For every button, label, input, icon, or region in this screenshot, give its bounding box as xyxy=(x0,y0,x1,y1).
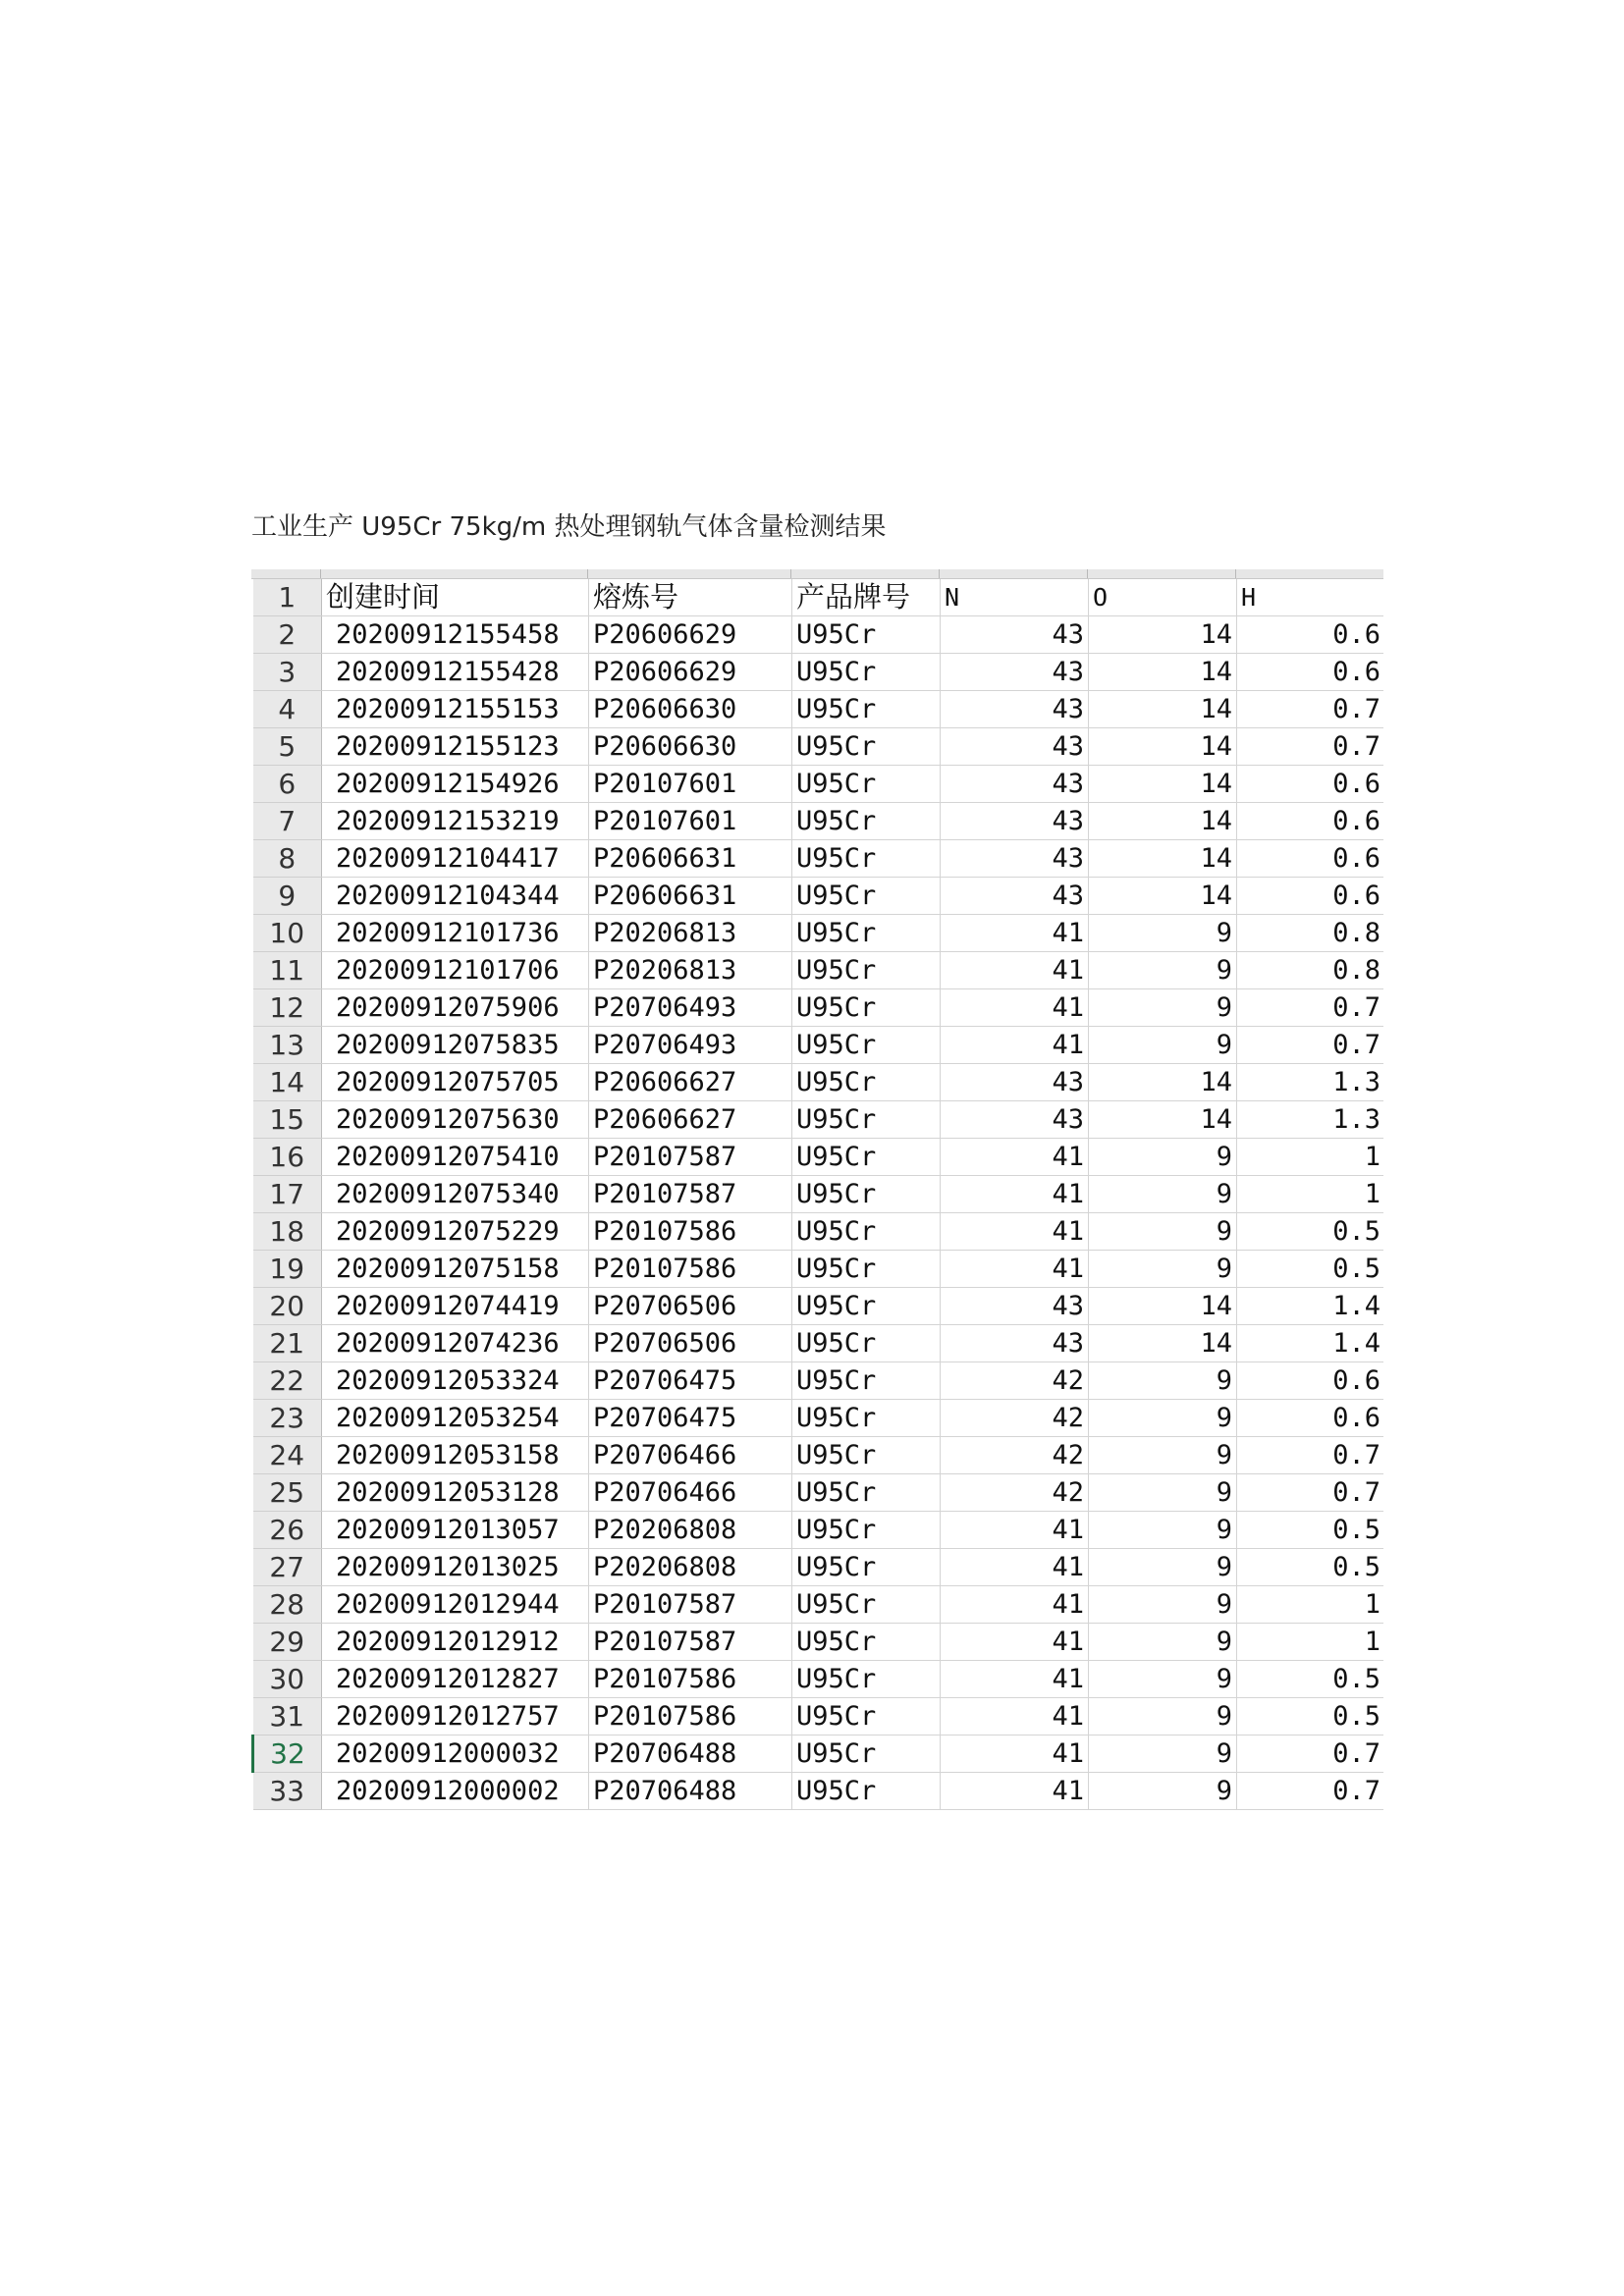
table-row xyxy=(253,1251,1385,1288)
table-row xyxy=(253,878,1385,915)
cell-n[interactable]: 43 xyxy=(941,766,1089,803)
cell-h[interactable]: 0.6 xyxy=(1237,840,1385,878)
row-number[interactable]: 8 xyxy=(253,840,322,878)
cell-n[interactable]: 41 xyxy=(941,952,1089,989)
cell-h[interactable]: 0.7 xyxy=(1237,1437,1385,1474)
cell-h[interactable]: 0.7 xyxy=(1237,1773,1385,1810)
cell-o[interactable]: 9 xyxy=(1089,1437,1237,1474)
cell-created-time[interactable]: 20200912101736 xyxy=(322,915,589,952)
cell-n[interactable]: 41 xyxy=(941,1139,1089,1176)
cell-product-grade[interactable]: U95Cr xyxy=(792,1624,941,1661)
cell-product-grade[interactable]: U95Cr xyxy=(792,1512,941,1549)
cell-created-time[interactable]: 20200912000002 xyxy=(322,1773,589,1810)
cell-created-time[interactable]: 20200912053254 xyxy=(322,1400,589,1437)
header-cell-created-time[interactable]: 创建时间 xyxy=(322,579,589,616)
cell-o[interactable]: 9 xyxy=(1089,1512,1237,1549)
cell-o[interactable]: 9 xyxy=(1089,989,1237,1027)
cell-h[interactable]: 1.3 xyxy=(1237,1064,1385,1101)
cell-o[interactable]: 9 xyxy=(1089,1698,1237,1735)
row-number[interactable]: 20 xyxy=(253,1288,322,1325)
cell-h[interactable]: 0.7 xyxy=(1237,1474,1385,1512)
cell-created-time[interactable]: 20200912155123 xyxy=(322,728,589,766)
cell-product-grade[interactable]: U95Cr xyxy=(792,1027,941,1064)
cell-h[interactable]: 0.5 xyxy=(1237,1251,1385,1288)
cell-heat-number[interactable]: P20606630 xyxy=(589,691,792,728)
cell-n[interactable]: 41 xyxy=(941,1176,1089,1213)
table-row xyxy=(253,1661,1385,1698)
row-number[interactable]: 15 xyxy=(253,1101,322,1139)
row-number[interactable]: 3 xyxy=(253,654,322,691)
cell-created-time[interactable]: 20200912053128 xyxy=(322,1474,589,1512)
cell-n[interactable]: 41 xyxy=(941,989,1089,1027)
cell-heat-number[interactable]: P20206808 xyxy=(589,1512,792,1549)
cell-heat-number[interactable]: P20206808 xyxy=(589,1549,792,1586)
cell-heat-number[interactable]: P20706506 xyxy=(589,1325,792,1362)
row-number[interactable]: 19 xyxy=(253,1251,322,1288)
cell-heat-number[interactable]: P20107586 xyxy=(589,1698,792,1735)
cell-heat-number[interactable]: P20706466 xyxy=(589,1474,792,1512)
cell-h[interactable]: 1.3 xyxy=(1237,1101,1385,1139)
cell-product-grade[interactable]: U95Cr xyxy=(792,728,941,766)
cell-n[interactable]: 42 xyxy=(941,1474,1089,1512)
cell-created-time[interactable]: 20200912074419 xyxy=(322,1288,589,1325)
cell-n[interactable]: 43 xyxy=(941,1325,1089,1362)
cell-o[interactable]: 9 xyxy=(1089,915,1237,952)
cell-o[interactable]: 9 xyxy=(1089,1549,1237,1586)
cell-product-grade[interactable]: U95Cr xyxy=(792,1139,941,1176)
table-row xyxy=(253,1101,1385,1139)
cell-h[interactable]: 0.6 xyxy=(1237,878,1385,915)
cell-heat-number[interactable]: P20107586 xyxy=(589,1213,792,1251)
table-row xyxy=(253,915,1385,952)
cell-heat-number[interactable]: P20606631 xyxy=(589,878,792,915)
cell-o[interactable]: 14 xyxy=(1089,878,1237,915)
cell-n[interactable]: 41 xyxy=(941,1586,1089,1624)
cell-heat-number[interactable]: P20606631 xyxy=(589,840,792,878)
cell-heat-number[interactable]: P20706506 xyxy=(589,1288,792,1325)
cell-o[interactable]: 14 xyxy=(1089,766,1237,803)
cell-heat-number[interactable]: P20107586 xyxy=(589,1661,792,1698)
table-row xyxy=(253,1325,1385,1362)
cell-created-time[interactable]: 20200912075630 xyxy=(322,1101,589,1139)
table-row xyxy=(253,1288,1385,1325)
cell-o[interactable]: 14 xyxy=(1089,803,1237,840)
row-number[interactable]: 27 xyxy=(253,1549,322,1586)
data-table xyxy=(251,579,1385,1810)
cell-o[interactable]: 14 xyxy=(1089,1064,1237,1101)
table-row xyxy=(253,1474,1385,1512)
sheet-right-edge xyxy=(1383,569,1395,1823)
cell-n[interactable]: 41 xyxy=(941,1549,1089,1586)
row-number[interactable]: 17 xyxy=(253,1176,322,1213)
table-row xyxy=(253,1139,1385,1176)
row-number[interactable]: 11 xyxy=(253,952,322,989)
table-row xyxy=(253,1773,1385,1810)
cell-product-grade[interactable]: U95Cr xyxy=(792,952,941,989)
cell-created-time[interactable]: 20200912153219 xyxy=(322,803,589,840)
cell-product-grade[interactable]: U95Cr xyxy=(792,1400,941,1437)
cell-o[interactable]: 9 xyxy=(1089,1362,1237,1400)
row-number[interactable]: 30 xyxy=(253,1661,322,1698)
cell-heat-number[interactable]: P20706488 xyxy=(589,1735,792,1773)
table-row xyxy=(253,1586,1385,1624)
row-number[interactable]: 32 xyxy=(253,1735,322,1773)
row-number[interactable]: 21 xyxy=(253,1325,322,1362)
cell-o[interactable]: 14 xyxy=(1089,728,1237,766)
cell-h[interactable]: 0.5 xyxy=(1237,1213,1385,1251)
cell-n[interactable]: 43 xyxy=(941,691,1089,728)
row-number[interactable]: 13 xyxy=(253,1027,322,1064)
cell-n[interactable]: 41 xyxy=(941,1735,1089,1773)
table-row xyxy=(253,803,1385,840)
table-row xyxy=(253,616,1385,654)
cell-h[interactable]: 0.5 xyxy=(1237,1698,1385,1735)
cell-created-time[interactable]: 20200912075340 xyxy=(322,1176,589,1213)
cell-n[interactable]: 41 xyxy=(941,1698,1089,1735)
cell-n[interactable]: 41 xyxy=(941,1624,1089,1661)
cell-product-grade[interactable]: U95Cr xyxy=(792,915,941,952)
row-number[interactable]: 9 xyxy=(253,878,322,915)
cell-product-grade[interactable]: U95Cr xyxy=(792,1549,941,1586)
table-row xyxy=(253,1400,1385,1437)
cell-created-time[interactable]: 20200912155428 xyxy=(322,654,589,691)
cell-heat-number[interactable]: P20206813 xyxy=(589,952,792,989)
cell-n[interactable]: 41 xyxy=(941,915,1089,952)
cell-o[interactable]: 9 xyxy=(1089,1027,1237,1064)
cell-product-grade[interactable]: U95Cr xyxy=(792,1213,941,1251)
row-number[interactable]: 4 xyxy=(253,691,322,728)
cell-o[interactable]: 14 xyxy=(1089,1325,1237,1362)
cell-n[interactable]: 43 xyxy=(941,728,1089,766)
cell-h[interactable]: 0.7 xyxy=(1237,989,1385,1027)
cell-o[interactable]: 14 xyxy=(1089,840,1237,878)
table-row xyxy=(253,952,1385,989)
cell-n[interactable]: 43 xyxy=(941,1064,1089,1101)
cell-heat-number[interactable]: P20706493 xyxy=(589,989,792,1027)
cell-heat-number[interactable]: P20706475 xyxy=(589,1362,792,1400)
cell-heat-number[interactable]: P20206813 xyxy=(589,915,792,952)
cell-o[interactable]: 14 xyxy=(1089,1288,1237,1325)
cell-o[interactable]: 9 xyxy=(1089,1213,1237,1251)
cell-created-time[interactable]: 20200912101706 xyxy=(322,952,589,989)
cell-n[interactable]: 42 xyxy=(941,1437,1089,1474)
table-row xyxy=(253,1698,1385,1735)
cell-created-time[interactable]: 20200912075158 xyxy=(322,1251,589,1288)
header-cell-h[interactable]: H xyxy=(1237,579,1385,616)
cell-n[interactable]: 41 xyxy=(941,1773,1089,1810)
table-row xyxy=(253,1735,1385,1773)
cell-created-time[interactable]: 20200912012912 xyxy=(322,1624,589,1661)
table-row xyxy=(253,840,1385,878)
cell-o[interactable]: 9 xyxy=(1089,1176,1237,1213)
cell-h[interactable]: 1.4 xyxy=(1237,1288,1385,1325)
cell-product-grade[interactable]: U95Cr xyxy=(792,766,941,803)
cell-n[interactable]: 41 xyxy=(941,1512,1089,1549)
cell-h[interactable]: 0.6 xyxy=(1237,616,1385,654)
cell-h[interactable]: 1 xyxy=(1237,1586,1385,1624)
row-number[interactable]: 28 xyxy=(253,1586,322,1624)
row-number[interactable]: 31 xyxy=(253,1698,322,1735)
row-number[interactable]: 10 xyxy=(253,915,322,952)
cell-h[interactable]: 0.7 xyxy=(1237,1735,1385,1773)
column-header-strip xyxy=(251,569,1395,579)
cell-heat-number[interactable]: P20107587 xyxy=(589,1176,792,1213)
cell-created-time[interactable]: 20200912000032 xyxy=(322,1735,589,1773)
cell-h[interactable]: 1 xyxy=(1237,1624,1385,1661)
cell-h[interactable]: 0.7 xyxy=(1237,728,1385,766)
row-number[interactable]: 14 xyxy=(253,1064,322,1101)
cell-h[interactable]: 0.6 xyxy=(1237,1362,1385,1400)
row-number[interactable]: 7 xyxy=(253,803,322,840)
cell-product-grade[interactable]: U95Cr xyxy=(792,1773,941,1810)
row-number[interactable]: 5 xyxy=(253,728,322,766)
cell-created-time[interactable]: 20200912013025 xyxy=(322,1549,589,1586)
cell-product-grade[interactable]: U95Cr xyxy=(792,1362,941,1400)
cell-product-grade[interactable]: U95Cr xyxy=(792,1251,941,1288)
cell-heat-number[interactable]: P20706488 xyxy=(589,1773,792,1810)
cell-created-time[interactable]: 20200912053158 xyxy=(322,1437,589,1474)
row-number[interactable]: 29 xyxy=(253,1624,322,1661)
cell-heat-number[interactable]: P20606629 xyxy=(589,616,792,654)
document-title: 工业生产 U95Cr 75kg/m 热处理钢轨气体含量检测结果 xyxy=(251,512,887,542)
cell-product-grade[interactable]: U95Cr xyxy=(792,840,941,878)
cell-n[interactable]: 41 xyxy=(941,1213,1089,1251)
row-number[interactable]: 2 xyxy=(253,616,322,654)
cell-o[interactable]: 9 xyxy=(1089,1400,1237,1437)
cell-product-grade[interactable]: U95Cr xyxy=(792,616,941,654)
row-number[interactable]: 26 xyxy=(253,1512,322,1549)
cell-n[interactable]: 43 xyxy=(941,654,1089,691)
row-number[interactable]: 1 xyxy=(253,579,322,616)
cell-h[interactable]: 0.7 xyxy=(1237,691,1385,728)
cell-o[interactable]: 14 xyxy=(1089,654,1237,691)
cell-created-time[interactable]: 20200912104417 xyxy=(322,840,589,878)
header-cell-o[interactable]: O xyxy=(1089,579,1237,616)
table-row xyxy=(253,1549,1385,1586)
cell-h[interactable]: 0.8 xyxy=(1237,952,1385,989)
cell-heat-number[interactable]: P20706475 xyxy=(589,1400,792,1437)
cell-created-time[interactable]: 20200912074236 xyxy=(322,1325,589,1362)
table-row xyxy=(253,1512,1385,1549)
cell-product-grade[interactable]: U95Cr xyxy=(792,1437,941,1474)
cell-n[interactable]: 43 xyxy=(941,1101,1089,1139)
cell-h[interactable]: 0.5 xyxy=(1237,1661,1385,1698)
cell-n[interactable]: 43 xyxy=(941,1288,1089,1325)
table-row xyxy=(253,1624,1385,1661)
table-row xyxy=(253,1027,1385,1064)
table-row xyxy=(253,1437,1385,1474)
row-number[interactable]: 25 xyxy=(253,1474,322,1512)
table-row xyxy=(253,654,1385,691)
cell-h[interactable]: 1 xyxy=(1237,1176,1385,1213)
cell-heat-number[interactable]: P20606630 xyxy=(589,728,792,766)
cell-h[interactable]: 0.6 xyxy=(1237,654,1385,691)
cell-heat-number[interactable]: P20706466 xyxy=(589,1437,792,1474)
table-row xyxy=(253,1064,1385,1101)
cell-heat-number[interactable]: P20107601 xyxy=(589,766,792,803)
table-row xyxy=(253,1362,1385,1400)
cell-n[interactable]: 41 xyxy=(941,1661,1089,1698)
cell-h[interactable]: 0.6 xyxy=(1237,803,1385,840)
cell-heat-number[interactable]: P20107601 xyxy=(589,803,792,840)
header-cell-n[interactable]: N xyxy=(941,579,1089,616)
cell-created-time[interactable]: 20200912012944 xyxy=(322,1586,589,1624)
header-row xyxy=(253,579,1385,616)
cell-n[interactable]: 43 xyxy=(941,803,1089,840)
cell-o[interactable]: 9 xyxy=(1089,952,1237,989)
table-row xyxy=(253,1176,1385,1213)
cell-created-time[interactable]: 20200912053324 xyxy=(322,1362,589,1400)
cell-heat-number[interactable]: P20107587 xyxy=(589,1586,792,1624)
cell-o[interactable]: 14 xyxy=(1089,616,1237,654)
cell-product-grade[interactable]: U95Cr xyxy=(792,1176,941,1213)
cell-o[interactable]: 9 xyxy=(1089,1735,1237,1773)
cell-product-grade[interactable]: U95Cr xyxy=(792,1698,941,1735)
cell-created-time[interactable]: 20200912104344 xyxy=(322,878,589,915)
cell-h[interactable]: 0.5 xyxy=(1237,1549,1385,1586)
cell-created-time[interactable]: 20200912155153 xyxy=(322,691,589,728)
cell-o[interactable]: 9 xyxy=(1089,1661,1237,1698)
cell-created-time[interactable]: 20200912075835 xyxy=(322,1027,589,1064)
cell-product-grade[interactable]: U95Cr xyxy=(792,1474,941,1512)
table-row xyxy=(253,728,1385,766)
cell-h[interactable]: 0.8 xyxy=(1237,915,1385,952)
cell-n[interactable]: 43 xyxy=(941,840,1089,878)
cell-created-time[interactable]: 20200912154926 xyxy=(322,766,589,803)
cell-product-grade[interactable]: U95Cr xyxy=(792,1586,941,1624)
cell-product-grade[interactable]: U95Cr xyxy=(792,1064,941,1101)
cell-created-time[interactable]: 20200912013057 xyxy=(322,1512,589,1549)
row-number[interactable]: 23 xyxy=(253,1400,322,1437)
cell-n[interactable]: 41 xyxy=(941,1027,1089,1064)
cell-h[interactable]: 0.5 xyxy=(1237,1512,1385,1549)
header-cell-product-grade[interactable]: 产品牌号 xyxy=(792,579,941,616)
cell-n[interactable]: 43 xyxy=(941,616,1089,654)
cell-created-time[interactable]: 20200912012827 xyxy=(322,1661,589,1698)
row-number[interactable]: 12 xyxy=(253,989,322,1027)
cell-h[interactable]: 0.6 xyxy=(1237,766,1385,803)
table-row xyxy=(253,989,1385,1027)
cell-n[interactable]: 41 xyxy=(941,1251,1089,1288)
row-number[interactable]: 33 xyxy=(253,1773,322,1810)
cell-created-time[interactable]: 20200912075229 xyxy=(322,1213,589,1251)
cell-product-grade[interactable]: U95Cr xyxy=(792,1735,941,1773)
cell-heat-number[interactable]: P20606627 xyxy=(589,1101,792,1139)
cell-n[interactable]: 42 xyxy=(941,1400,1089,1437)
cell-created-time[interactable]: 20200912075705 xyxy=(322,1064,589,1101)
row-number[interactable]: 24 xyxy=(253,1437,322,1474)
cell-created-time[interactable]: 20200912075410 xyxy=(322,1139,589,1176)
cell-o[interactable]: 9 xyxy=(1089,1586,1237,1624)
cell-heat-number[interactable]: P20107587 xyxy=(589,1139,792,1176)
cell-heat-number[interactable]: P20606629 xyxy=(589,654,792,691)
cell-product-grade[interactable]: U95Cr xyxy=(792,1288,941,1325)
spreadsheet-screenshot xyxy=(251,569,1395,1823)
cell-created-time[interactable]: 20200912155458 xyxy=(322,616,589,654)
cell-o[interactable]: 14 xyxy=(1089,1101,1237,1139)
cell-h[interactable]: 0.6 xyxy=(1237,1400,1385,1437)
table-row xyxy=(253,766,1385,803)
cell-heat-number[interactable]: P20107587 xyxy=(589,1624,792,1661)
cell-product-grade[interactable]: U95Cr xyxy=(792,803,941,840)
header-cell-heat-number[interactable]: 熔炼号 xyxy=(589,579,792,616)
row-number[interactable]: 16 xyxy=(253,1139,322,1176)
cell-h[interactable]: 1 xyxy=(1237,1139,1385,1176)
cell-heat-number[interactable]: P20706493 xyxy=(589,1027,792,1064)
cell-heat-number[interactable]: P20606627 xyxy=(589,1064,792,1101)
cell-product-grade[interactable]: U95Cr xyxy=(792,1661,941,1698)
cell-product-grade[interactable]: U95Cr xyxy=(792,878,941,915)
cell-product-grade[interactable]: U95Cr xyxy=(792,691,941,728)
table-row xyxy=(253,1213,1385,1251)
cell-o[interactable]: 9 xyxy=(1089,1251,1237,1288)
cell-h[interactable]: 0.7 xyxy=(1237,1027,1385,1064)
cell-created-time[interactable]: 20200912075906 xyxy=(322,989,589,1027)
cell-product-grade[interactable]: U95Cr xyxy=(792,1325,941,1362)
cell-product-grade[interactable]: U95Cr xyxy=(792,654,941,691)
cell-o[interactable]: 9 xyxy=(1089,1773,1237,1810)
cell-created-time[interactable]: 20200912012757 xyxy=(322,1698,589,1735)
row-number[interactable]: 22 xyxy=(253,1362,322,1400)
row-number[interactable]: 6 xyxy=(253,766,322,803)
cell-h[interactable]: 1.4 xyxy=(1237,1325,1385,1362)
table-row xyxy=(253,691,1385,728)
cell-o[interactable]: 14 xyxy=(1089,691,1237,728)
cell-product-grade[interactable]: U95Cr xyxy=(792,1101,941,1139)
cell-o[interactable]: 9 xyxy=(1089,1474,1237,1512)
cell-product-grade[interactable]: U95Cr xyxy=(792,989,941,1027)
cell-n[interactable]: 42 xyxy=(941,1362,1089,1400)
cell-o[interactable]: 9 xyxy=(1089,1139,1237,1176)
cell-o[interactable]: 9 xyxy=(1089,1624,1237,1661)
cell-heat-number[interactable]: P20107586 xyxy=(589,1251,792,1288)
row-number[interactable]: 18 xyxy=(253,1213,322,1251)
cell-n[interactable]: 43 xyxy=(941,878,1089,915)
